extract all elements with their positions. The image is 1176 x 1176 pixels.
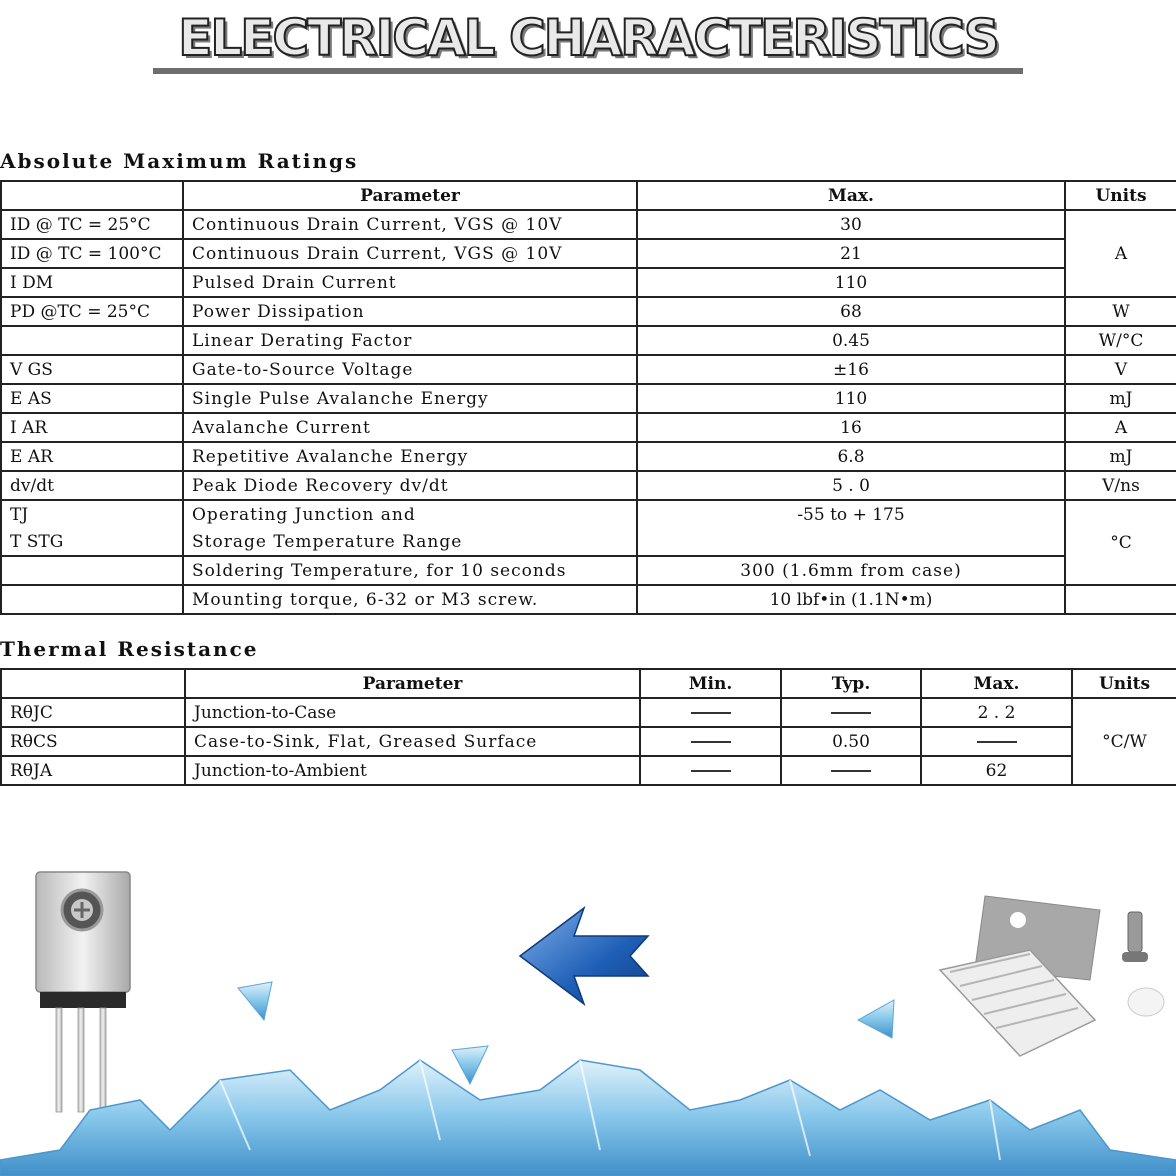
symbol-cell: I DM: [1, 268, 183, 297]
dash-mark: [831, 712, 871, 714]
table-row: [1, 698, 1176, 727]
table-row: [1, 239, 1176, 268]
max-cell: 68: [637, 297, 1065, 326]
symbol-cell: TJ: [1, 500, 183, 528]
min-cell: [640, 698, 781, 727]
max-cell: -55 to + 175: [637, 500, 1065, 528]
units-cell: °C/W: [1072, 698, 1176, 785]
parameter-cell: Pulsed Drain Current: [183, 268, 637, 297]
typ-cell: 0.50: [781, 727, 921, 756]
parameter-cell: Operating Junction and: [183, 500, 637, 528]
symbol-cell: ID @ TC = 100°C: [1, 239, 183, 268]
typ-cell: [781, 756, 921, 785]
symbol-cell: E AR: [1, 442, 183, 471]
table-row: [1, 727, 1176, 756]
absolute-max-ratings-table: [0, 180, 1176, 615]
dash-mark: [691, 712, 731, 714]
units-cell: mJ: [1065, 384, 1176, 413]
parameter-header: Parameter: [185, 669, 640, 698]
thermal-resistance-table: [0, 668, 1176, 786]
max-cell: ±16: [637, 355, 1065, 384]
table-row: [1, 556, 1176, 585]
heatsink-kit-icon: [940, 896, 1164, 1056]
max-header: Max.: [921, 669, 1072, 698]
table-row: [1, 500, 1176, 528]
symbol-cell: V GS: [1, 355, 183, 384]
max-cell: [637, 528, 1065, 556]
max-cell: [921, 727, 1072, 756]
max-cell: 6.8: [637, 442, 1065, 471]
parameter-cell: Gate-to-Source Voltage: [183, 355, 637, 384]
symbol-cell: RθJC: [1, 698, 185, 727]
ice-chunk-icon: [452, 1046, 488, 1084]
parameter-cell: Continuous Drain Current, VGS @ 10V: [183, 210, 637, 239]
table-row: [1, 756, 1176, 785]
parameter-cell: Continuous Drain Current, VGS @ 10V: [183, 239, 637, 268]
symbol-header: [1, 669, 185, 698]
parameter-cell: Power Dissipation: [183, 297, 637, 326]
dash-mark: [691, 741, 731, 743]
max-cell: 10 lbf•in (1.1N•m): [637, 585, 1065, 614]
max-header: Max.: [637, 181, 1065, 210]
title-underline: [153, 68, 1023, 74]
parameter-cell: Repetitive Avalanche Energy: [183, 442, 637, 471]
min-header: Min.: [640, 669, 781, 698]
table-row: [1, 384, 1176, 413]
table-row: [1, 585, 1176, 614]
parameter-cell: Avalanche Current: [183, 413, 637, 442]
units-cell: V: [1065, 355, 1176, 384]
symbol-cell: RθCS: [1, 727, 185, 756]
parameter-cell: Soldering Temperature, for 10 seconds: [183, 556, 637, 585]
table-row: [1, 355, 1176, 384]
units-cell: mJ: [1065, 442, 1176, 471]
parameter-cell: Storage Temperature Range: [183, 528, 637, 556]
units-header: Units: [1065, 181, 1176, 210]
table-row: [1, 297, 1176, 326]
table-row: [1, 413, 1176, 442]
max-cell: 0.45: [637, 326, 1065, 355]
table-row: [1, 442, 1176, 471]
min-cell: [640, 727, 781, 756]
max-cell: 16: [637, 413, 1065, 442]
max-cell: 2 . 2: [921, 698, 1072, 727]
max-cell: 21: [637, 239, 1065, 268]
symbol-cell: [1, 326, 183, 355]
table-row: [1, 268, 1176, 297]
table-row: [1, 471, 1176, 500]
parameter-cell: Single Pulse Avalanche Energy: [183, 384, 637, 413]
units-cell: W/°C: [1065, 326, 1176, 355]
symbol-cell: PD @TC = 25°C: [1, 297, 183, 326]
units-cell: W: [1065, 297, 1176, 326]
max-cell: 300 (1.6mm from case): [637, 556, 1065, 585]
symbol-cell: T STG: [1, 528, 183, 556]
units-cell: V/ns: [1065, 471, 1176, 500]
units-cell-empty: [1065, 585, 1176, 614]
mosfet-transistor-icon: [36, 872, 130, 1112]
product-illustration: [0, 860, 1176, 1176]
units-cell: A: [1065, 210, 1176, 297]
units-header: Units: [1072, 669, 1176, 698]
symbol-cell: dv/dt: [1, 471, 183, 500]
table-row: [1, 210, 1176, 239]
typ-cell: [781, 698, 921, 727]
max-cell: 62: [921, 756, 1072, 785]
symbol-header: [1, 181, 183, 210]
min-cell: [640, 756, 781, 785]
parameter-cell: Junction-to-Ambient: [185, 756, 640, 785]
table-header-row: [1, 181, 1176, 210]
dash-mark: [977, 741, 1017, 743]
table-row: [1, 326, 1176, 355]
ice-chunk-icon: [858, 1000, 894, 1038]
max-cell: 30: [637, 210, 1065, 239]
absolute-max-ratings-heading: Absolute Maximum Ratings: [0, 149, 359, 173]
parameter-header: Parameter: [183, 181, 637, 210]
parameter-cell: Peak Diode Recovery dv/dt: [183, 471, 637, 500]
thermal-resistance-heading: Thermal Resistance: [0, 637, 259, 661]
ice-chunk-icon: [238, 982, 272, 1020]
units-cell: A: [1065, 413, 1176, 442]
page-title: ELECTRICAL CHARACTERISTICS: [178, 9, 998, 67]
arrow-left-icon: [520, 908, 648, 1004]
symbol-cell: E AS: [1, 384, 183, 413]
table-row: [1, 528, 1176, 556]
parameter-cell: Linear Derating Factor: [183, 326, 637, 355]
symbol-cell: ID @ TC = 25°C: [1, 210, 183, 239]
table-header-row: [1, 669, 1176, 698]
max-cell: 5 . 0: [637, 471, 1065, 500]
typ-header: Typ.: [781, 669, 921, 698]
units-cell: °C: [1065, 500, 1176, 585]
max-cell: 110: [637, 268, 1065, 297]
dash-mark: [691, 770, 731, 772]
parameter-cell: Junction-to-Case: [185, 698, 640, 727]
parameter-cell: Case-to-Sink, Flat, Greased Surface: [185, 727, 640, 756]
max-cell: 110: [637, 384, 1065, 413]
symbol-cell: [1, 585, 183, 614]
symbol-cell: [1, 556, 183, 585]
symbol-cell: I AR: [1, 413, 183, 442]
dash-mark: [831, 770, 871, 772]
symbol-cell: RθJA: [1, 756, 185, 785]
parameter-cell: Mounting torque, 6-32 or M3 screw.: [183, 585, 637, 614]
